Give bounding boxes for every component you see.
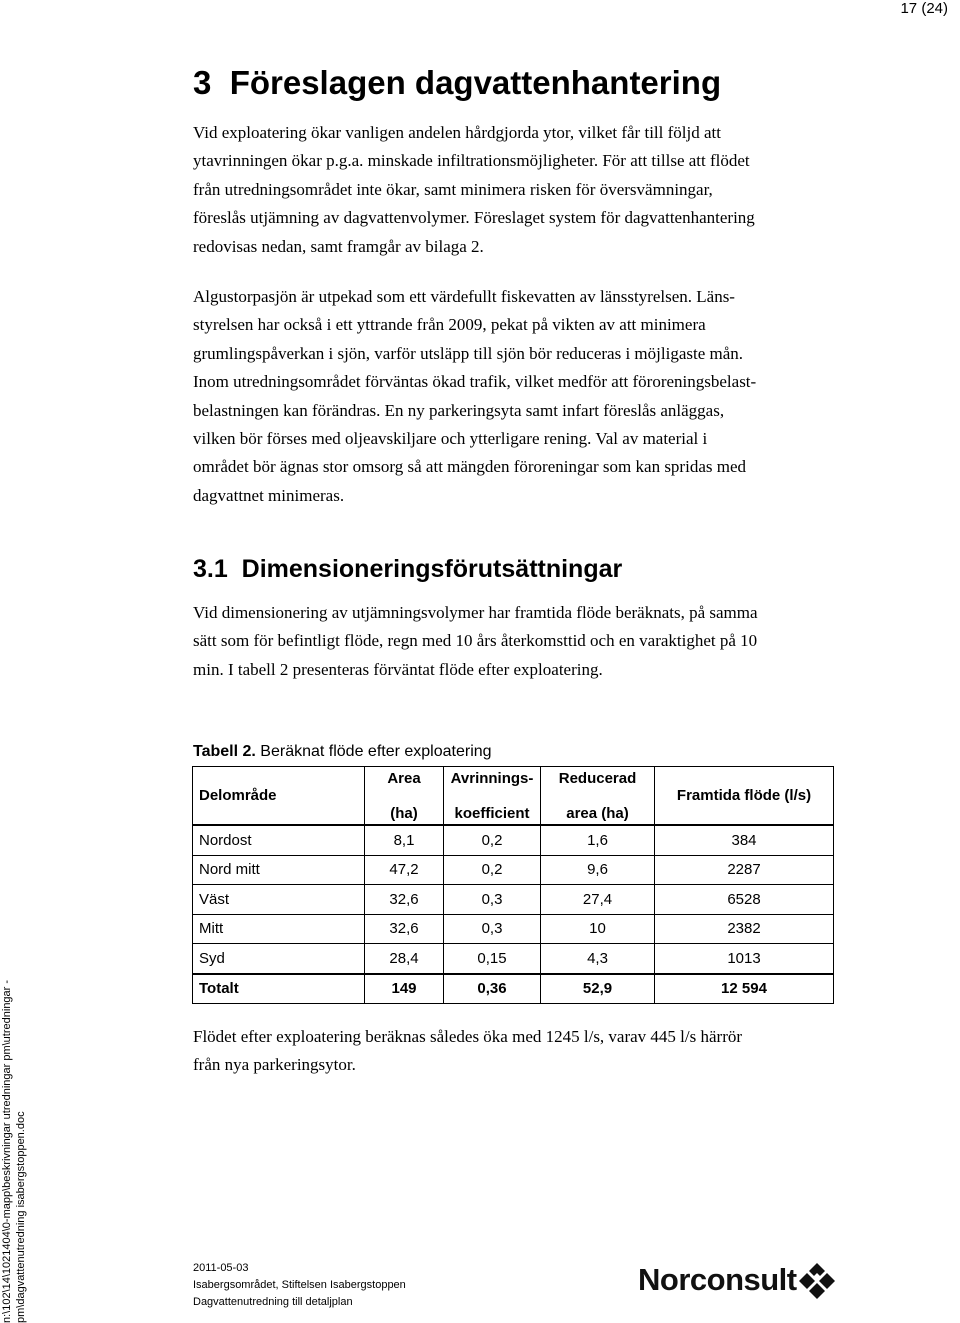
norconsult-logo — [638, 1262, 838, 1300]
cell-area: 149 — [365, 974, 444, 1004]
subsection-heading: 3.1 Dimensioneringsförutsättningar — [193, 555, 623, 583]
text-line: Algustorpasjön är utpekad som ett värdefullt fiskevatten av länsstyrelsen. Läns- — [193, 287, 735, 306]
cell-red: 9,6 — [541, 855, 655, 885]
footer-project: Isabergsområdet, Stiftelsen Isabergstoppen — [193, 1279, 406, 1291]
footer-doc-title: Dagvattenutredning till detaljplan — [193, 1296, 353, 1308]
cell-name: Syd — [193, 944, 365, 974]
cell-area: 8,1 — [365, 825, 444, 855]
table-row — [193, 944, 834, 974]
footer-date: 2011-05-03 — [193, 1262, 249, 1274]
cell-flow: 6528 — [655, 885, 834, 915]
file-path-line: pm\dagvattenutredning isabergstoppen.doc — [15, 1111, 27, 1323]
cell-coef: 0,15 — [444, 944, 541, 974]
cell-name: Totalt — [193, 974, 365, 1004]
logo-diamond-icon — [798, 1262, 836, 1300]
text-line: sätt som för befintligt flöde, regn med 10 års återkomsttid och en varaktighet på 10 — [193, 631, 758, 651]
text-line: vilken bör förses med oljeavskiljare och ytterligare rening. Val av material i — [193, 429, 708, 449]
logo-text: Norconsult — [638, 1262, 797, 1297]
header-avr-bottom: koefficient — [454, 804, 530, 822]
cell-red: 10 — [541, 914, 655, 944]
text-line: belastningen kan förändras. En ny parkeringsyta samt infart föreslås anläggas, — [193, 400, 725, 420]
cell-coef: 0,3 — [444, 885, 541, 915]
cell-flow: 12 594 — [655, 974, 834, 1004]
text-line: Flödet efter exploatering beräknas således öka med 1245 l/s, varav 445 l/s härrör — [193, 1027, 743, 1046]
header-reducerad-area — [541, 767, 655, 826]
text-line: från nya parkeringsytor. — [193, 1055, 356, 1075]
cell-area: 32,6 — [365, 914, 444, 944]
header-avrinningskoefficient — [444, 767, 541, 826]
file-path-margin — [0, 963, 28, 1323]
text-line: föreslås utjämning av dagvattenvolymer. Föreslaget system för dagvattenhantering — [193, 208, 755, 228]
cell-flow: 384 — [655, 825, 834, 855]
header-framtida-flode: Framtida flöde (l/s) — [655, 767, 834, 826]
table-caption-label: Tabell 2. — [193, 743, 256, 760]
text-line: Vid exploatering ökar vanligen andelen hårdgjorda ytor, vilket får till följd att — [193, 123, 721, 142]
paragraph-dimensionering — [193, 599, 873, 684]
flow-table — [192, 766, 834, 1004]
cell-red: 27,4 — [541, 885, 655, 915]
header-area — [365, 767, 444, 826]
page-number: 17 (24) — [900, 0, 948, 17]
file-path-line: n:\102\14\1021404\0-mapp\beskrivningar utredningar pm\utredningar - — [1, 979, 13, 1323]
text-line: dagvattnet minimeras. — [193, 485, 345, 505]
cell-red: 4,3 — [541, 944, 655, 974]
text-line: Inom utredningsområdet förväntas ökad trafik, vilket medför att föroreningsbelast- — [193, 372, 757, 392]
cell-coef: 0,36 — [444, 974, 541, 1004]
table-row — [193, 885, 834, 915]
text-line: redovisas nedan, samt framgår av bilaga 2. — [193, 236, 484, 256]
text-line: Vid dimensionering av utjämningsvolymer har framtida flöde beräknats, på samma — [193, 603, 758, 622]
text-line: min. I tabell 2 presenteras förväntat flöde efter exploatering. — [193, 659, 603, 679]
cell-coef: 0,2 — [444, 825, 541, 855]
header-delomrade: Delområde — [193, 767, 365, 826]
cell-coef: 0,3 — [444, 914, 541, 944]
paragraph-conclusion — [193, 1023, 873, 1080]
cell-name: Mitt — [193, 914, 365, 944]
table-row — [193, 825, 834, 855]
table-caption-text: Beräknat flöde efter exploatering — [255, 743, 492, 760]
text-line: grumlingspåverkan i sjön, varför utsläpp till sjön bör reduceras i möjligaste mån. — [193, 343, 744, 363]
cell-flow: 2382 — [655, 914, 834, 944]
text-line: området bör ägnas stor omsorg så att mängden föroreningar som kan spridas med — [193, 457, 746, 477]
text-line: ytavrinningen ökar p.g.a. minskade infiltrationsmöjligheter. För att tillse att flödet — [193, 151, 750, 171]
cell-name: Nordost — [193, 825, 365, 855]
cell-name: Väst — [193, 885, 365, 915]
table-row — [193, 855, 834, 885]
cell-red: 52,9 — [541, 974, 655, 1004]
cell-area: 47,2 — [365, 855, 444, 885]
header-red-top: Reducerad — [558, 769, 637, 787]
cell-area: 28,4 — [365, 944, 444, 974]
text-line: styrelsen har också i ett yttrande från 2009, pekat på vikten av att minimera — [193, 315, 706, 335]
header-avr-top: Avrinnings- — [450, 769, 534, 787]
footer — [193, 1260, 406, 1311]
cell-flow: 2287 — [655, 855, 834, 885]
header-area-top: Area — [387, 769, 421, 787]
cell-flow: 1013 — [655, 944, 834, 974]
header-red-bottom: area (ha) — [566, 804, 629, 822]
cell-red: 1,6 — [541, 825, 655, 855]
cell-coef: 0,2 — [444, 855, 541, 885]
table-header-row — [193, 767, 834, 826]
text-line: från utredningsområdet inte ökar, samt minimera risken för översvämningar, — [193, 179, 713, 199]
cell-area: 32,6 — [365, 885, 444, 915]
table-caption — [193, 743, 492, 761]
paragraph-algustorpasjon — [193, 283, 873, 510]
table-row — [193, 914, 834, 944]
table-total-row — [193, 974, 834, 1004]
paragraph-intro — [193, 119, 873, 261]
header-area-bottom: (ha) — [390, 804, 418, 822]
cell-name: Nord mitt — [193, 855, 365, 885]
section-heading: 3 Föreslagen dagvattenhantering — [193, 64, 722, 101]
